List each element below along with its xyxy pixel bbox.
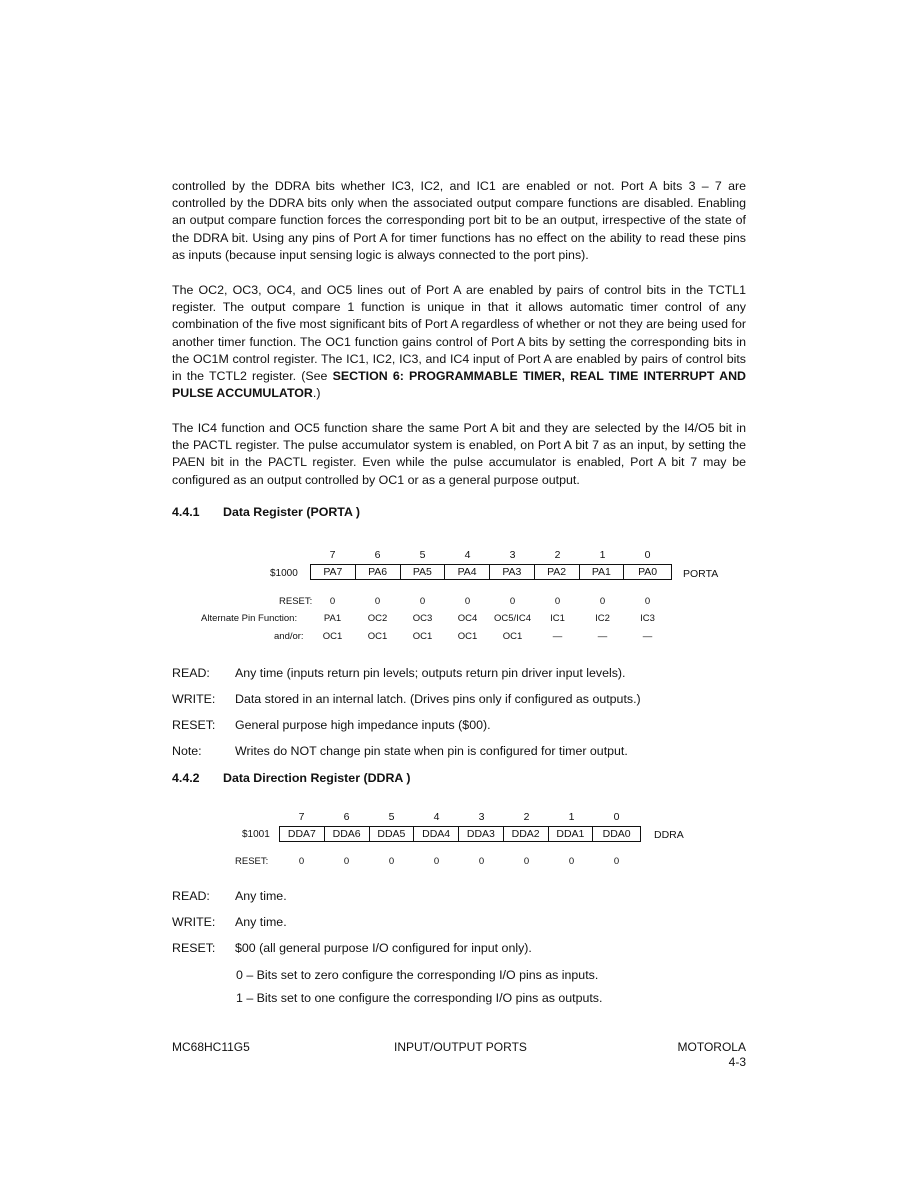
andor-label: and/or: [274,631,304,642]
andor-function: OC1 [502,631,523,642]
register-address: $1000 [270,568,298,579]
reset-value: 0 [554,596,561,607]
register-field: PA1 [580,565,625,579]
bit-number: 6 [343,811,350,823]
section-title: Data Direction Register (DDRA ) [223,771,411,785]
reset-value: 0 [464,596,471,607]
paragraph-2-tail: .) [312,386,321,401]
footer-page-number: 4-3 [728,1055,746,1069]
footer-section-title: INPUT/OUTPUT PORTS [394,1040,527,1054]
porta-description-row [172,666,626,680]
bit-number: 2 [554,549,561,561]
bit-number: 0 [613,811,620,823]
reset-value: 0 [374,596,381,607]
register-field: DDA5 [370,827,415,841]
register-field: DDA0 [602,828,631,840]
alternate-function: IC1 [550,613,565,624]
alternate-function: IC3 [640,613,655,624]
bit-number: 4 [464,549,471,561]
section-number: 4.4.1 [172,505,200,519]
register-field: PA5 [401,565,446,579]
description-label: READ: [172,889,210,903]
alternate-function: OC2 [367,613,388,624]
porta-description-row [172,744,628,758]
paragraph-2-bold: SECTION 6: PROGRAMMABLE TIMER, REAL TIME INTERRUPT AND PULSE ACCUMULATOR [172,369,746,401]
reset-value: 0 [478,856,485,867]
register-field: PA0 [638,566,658,578]
description-label: WRITE: [172,692,216,706]
ddra-register-box [279,826,641,842]
reset-value: 0 [329,596,336,607]
register-address: $1001 [242,829,270,840]
register-field: PA4 [445,565,490,579]
andor-function: — [597,631,608,642]
bit-number: 6 [374,549,381,561]
description-label: RESET: [172,941,216,955]
section-number: 4.4.2 [172,771,200,785]
bit-number: 5 [419,549,426,561]
alternate-function: OC4 [457,613,478,624]
alternate-function: IC2 [595,613,610,624]
description-text: General purpose high impedance inputs ($00). [235,718,491,732]
andor-function: OC1 [412,631,433,642]
footer-part-number: MC68HC11G5 [172,1040,250,1054]
register-field: DDA7 [280,827,325,841]
description-text: Data stored in an internal latch. (Drives pins only if configured as outputs.) [235,692,641,706]
paragraph-2-text: The OC2, OC3, OC4, and OC5 lines out of Port A are enabled by pairs of control bits in the TCTL1 register. The output compare 1 function is unique in that it allows automatic timer control of any combination of the five most significant bits of Port A regardless of whether or not they are being used for another timer function. The OC1 function gains control of Port A bits by setting the corresponding bits in the OC1M control register. The IC1, IC2, IC3, and IC4 input of Port A are enabled by pairs of control bits in the TCTL2 register. (See [172,283,746,384]
reset-label: RESET: [235,856,269,867]
alternate-function: OC3 [412,613,433,624]
ddra-note-1: 1 – Bits set to one configure the corresponding I/O pins as outputs. [236,991,603,1005]
porta-register-box [310,564,672,580]
andor-function: — [642,631,653,642]
ddra-note-0: 0 – Bits set to zero configure the corresponding I/O pins as inputs. [236,968,599,982]
reset-value: 0 [388,856,395,867]
description-label: READ: [172,666,210,680]
register-field: PA6 [356,565,401,579]
description-label: RESET: [172,718,216,732]
ddra-description-row [172,941,532,955]
reset-value: 0 [298,856,305,867]
register-field: DDA2 [504,827,549,841]
alt-pin-label: Alternate Pin Function: [201,613,298,624]
reset-value: 0 [419,596,426,607]
reset-value: 0 [599,596,606,607]
description-text: Any time. [235,889,287,903]
andor-function: OC1 [322,631,343,642]
description-label: WRITE: [172,915,216,929]
section-heading-ddra [172,771,411,785]
section-title: Data Register (PORTA ) [223,505,361,519]
register-field: PA3 [490,565,535,579]
register-name: DDRA [654,829,684,841]
bit-number: 7 [329,549,336,561]
bit-number: 1 [599,549,606,561]
bit-number: 5 [388,811,395,823]
bit-number: 2 [523,811,530,823]
bit-number: 4 [433,811,440,823]
reset-value: 0 [433,856,440,867]
bit-number: 3 [478,811,485,823]
porta-description-row [172,718,491,732]
paragraph-1: controlled by the DDRA bits whether IC3, IC2, and IC1 are enabled or not. Port A bits 3 – 7 are controlled by the DDRA bits only when the associated output compare functions are disabled. Enabling an output compare function forces the corresponding port bit to be an output, irrespective of the state of the DDRA bit. Using any pins of Port A for timer functions has no effect on the ability to read these pins as inputs (because input sensing logic is always connected to the port pins). [172,179,746,262]
register-field: PA7 [311,565,356,579]
paragraph-3: The IC4 function and OC5 function share the same Port A bit and they are selected by the I4/O5 bit in the PACTL register. The pulse accumulator system is enabled, on Port A bit 7 as an input, by setting the PAEN bit in the PACTL register. Even while the pulse accumulator is enabled, Port A bit 7 may be configured as an output controlled by OC1 or as a general purpose output. [172,421,746,487]
footer-brand: MOTOROLA [677,1040,746,1054]
reset-value: 0 [644,596,651,607]
alternate-function: OC5/IC4 [494,613,531,624]
description-text: Any time (inputs return pin levels; outputs return pin driver input levels). [235,666,626,680]
register-field: DDA3 [459,827,504,841]
bit-number: 1 [568,811,575,823]
paragraph-2 [172,282,746,402]
ddra-description-row [172,915,287,929]
reset-value: 0 [523,856,530,867]
register-field: DDA1 [549,827,594,841]
bit-number: 7 [298,811,305,823]
register-name: PORTA [683,568,719,580]
description-label: Note: [172,744,202,758]
reset-value: 0 [568,856,575,867]
porta-description-row [172,692,641,706]
section-heading-portA [172,505,360,519]
bit-number: 0 [644,549,651,561]
reset-label: RESET: [279,596,313,607]
register-field: DDA6 [325,827,370,841]
ddra-description-row [172,889,287,903]
andor-function: OC1 [457,631,478,642]
bit-number: 3 [509,549,516,561]
reset-value: 0 [509,596,516,607]
register-field: PA2 [535,565,580,579]
reset-value: 0 [613,856,620,867]
andor-function: — [552,631,563,642]
reset-value: 0 [343,856,350,867]
register-field: DDA4 [414,827,459,841]
andor-function: OC1 [367,631,388,642]
description-text: $00 (all general purpose I/O configured for input only). [235,941,532,955]
description-text: Any time. [235,915,287,929]
alternate-function: PA1 [323,613,342,624]
description-text: Writes do NOT change pin state when pin is configured for timer output. [235,744,628,758]
